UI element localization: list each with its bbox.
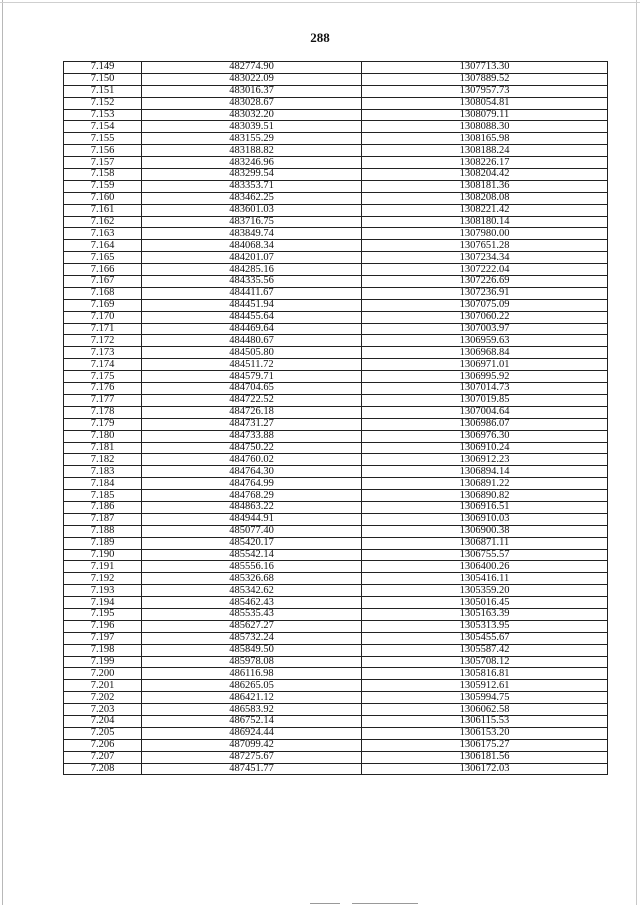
y-coordinate-cell: 1305587.42 (362, 644, 608, 656)
x-coordinate-cell: 486116.98 (142, 668, 362, 680)
y-coordinate-cell: 1307651.28 (362, 240, 608, 252)
point-number-cell: 7.165 (64, 252, 142, 264)
x-coordinate-cell: 483299.54 (142, 169, 362, 181)
x-coordinate-cell: 483016.37 (142, 85, 362, 97)
table-row (64, 240, 608, 252)
point-number-cell: 7.206 (64, 739, 142, 751)
y-coordinate-cell: 1305163.39 (362, 608, 608, 620)
y-coordinate-cell: 1307060.22 (362, 311, 608, 323)
point-number-cell: 7.150 (64, 73, 142, 85)
coordinates-table-body (64, 62, 608, 775)
x-coordinate-cell: 485627.27 (142, 620, 362, 632)
y-coordinate-cell: 1306959.63 (362, 335, 608, 347)
point-number-cell: 7.185 (64, 490, 142, 502)
table-row (64, 620, 608, 632)
point-number-cell: 7.183 (64, 466, 142, 478)
y-coordinate-cell: 1306995.92 (362, 371, 608, 383)
point-number-cell: 7.188 (64, 525, 142, 537)
y-coordinate-cell: 1305455.67 (362, 632, 608, 644)
x-coordinate-cell: 484704.65 (142, 383, 362, 395)
table-row (64, 359, 608, 371)
point-number-cell: 7.174 (64, 359, 142, 371)
x-coordinate-cell: 483601.03 (142, 204, 362, 216)
table-row (64, 537, 608, 549)
y-coordinate-cell: 1306986.07 (362, 418, 608, 430)
point-number-cell: 7.208 (64, 763, 142, 775)
y-coordinate-cell: 1308208.08 (362, 192, 608, 204)
table-row (64, 62, 608, 74)
scan-edge-left (2, 0, 3, 905)
table-row (64, 430, 608, 442)
table-row (64, 692, 608, 704)
x-coordinate-cell: 484722.52 (142, 394, 362, 406)
y-coordinate-cell: 1306871.11 (362, 537, 608, 549)
table-row (64, 169, 608, 181)
x-coordinate-cell: 485342.62 (142, 585, 362, 597)
table-row (64, 715, 608, 727)
x-coordinate-cell: 484511.72 (142, 359, 362, 371)
x-coordinate-cell: 483462.25 (142, 192, 362, 204)
table-row (64, 490, 608, 502)
point-number-cell: 7.179 (64, 418, 142, 430)
table-row (64, 323, 608, 335)
point-number-cell: 7.203 (64, 704, 142, 716)
x-coordinate-cell: 483022.09 (142, 73, 362, 85)
point-number-cell: 7.168 (64, 287, 142, 299)
table-row (64, 394, 608, 406)
x-coordinate-cell: 484731.27 (142, 418, 362, 430)
x-coordinate-cell: 483155.29 (142, 133, 362, 145)
y-coordinate-cell: 1306115.53 (362, 715, 608, 727)
x-coordinate-cell: 487099.42 (142, 739, 362, 751)
point-number-cell: 7.199 (64, 656, 142, 668)
point-number-cell: 7.176 (64, 383, 142, 395)
y-coordinate-cell: 1307957.73 (362, 85, 608, 97)
table-row (64, 264, 608, 276)
point-number-cell: 7.154 (64, 121, 142, 133)
table-row (64, 180, 608, 192)
point-number-cell: 7.170 (64, 311, 142, 323)
y-coordinate-cell: 1306181.56 (362, 751, 608, 763)
y-coordinate-cell: 1308181.36 (362, 180, 608, 192)
scan-edge-top (0, 2, 640, 3)
y-coordinate-cell: 1307003.97 (362, 323, 608, 335)
x-coordinate-cell: 483716.75 (142, 216, 362, 228)
y-coordinate-cell: 1305359.20 (362, 585, 608, 597)
x-coordinate-cell: 485420.17 (142, 537, 362, 549)
y-coordinate-cell: 1306891.22 (362, 478, 608, 490)
point-number-cell: 7.167 (64, 276, 142, 288)
point-number-cell: 7.200 (64, 668, 142, 680)
scan-artifact-mark (352, 903, 418, 904)
point-number-cell: 7.164 (64, 240, 142, 252)
table-row (64, 644, 608, 656)
point-number-cell: 7.180 (64, 430, 142, 442)
y-coordinate-cell: 1306894.14 (362, 466, 608, 478)
point-number-cell: 7.171 (64, 323, 142, 335)
y-coordinate-cell: 1307236.91 (362, 287, 608, 299)
y-coordinate-cell: 1305816.81 (362, 668, 608, 680)
x-coordinate-cell: 483188.82 (142, 145, 362, 157)
y-coordinate-cell: 1306890.82 (362, 490, 608, 502)
y-coordinate-cell: 1307889.52 (362, 73, 608, 85)
y-coordinate-cell: 1306912.23 (362, 454, 608, 466)
table-row (64, 525, 608, 537)
y-coordinate-cell: 1307004.64 (362, 406, 608, 418)
x-coordinate-cell: 484768.29 (142, 490, 362, 502)
scan-edge-right (636, 0, 637, 905)
table-row (64, 608, 608, 620)
point-number-cell: 7.149 (64, 62, 142, 74)
table-row (64, 109, 608, 121)
point-number-cell: 7.157 (64, 157, 142, 169)
x-coordinate-cell: 487451.77 (142, 763, 362, 775)
table-row (64, 561, 608, 573)
x-coordinate-cell: 484733.88 (142, 430, 362, 442)
y-coordinate-cell: 1306976.30 (362, 430, 608, 442)
scan-artifact-mark (310, 903, 340, 904)
point-number-cell: 7.175 (64, 371, 142, 383)
x-coordinate-cell: 484579.71 (142, 371, 362, 383)
x-coordinate-cell: 486924.44 (142, 727, 362, 739)
y-coordinate-cell: 1308180.14 (362, 216, 608, 228)
point-number-cell: 7.155 (64, 133, 142, 145)
table-row (64, 406, 608, 418)
y-coordinate-cell: 1306400.26 (362, 561, 608, 573)
point-number-cell: 7.161 (64, 204, 142, 216)
y-coordinate-cell: 1307980.00 (362, 228, 608, 240)
point-number-cell: 7.194 (64, 597, 142, 609)
y-coordinate-cell: 1306971.01 (362, 359, 608, 371)
point-number-cell: 7.193 (64, 585, 142, 597)
y-coordinate-cell: 1307226.69 (362, 276, 608, 288)
point-number-cell: 7.198 (64, 644, 142, 656)
point-number-cell: 7.201 (64, 680, 142, 692)
x-coordinate-cell: 484451.94 (142, 299, 362, 311)
point-number-cell: 7.195 (64, 608, 142, 620)
point-number-cell: 7.162 (64, 216, 142, 228)
table-row (64, 513, 608, 525)
point-number-cell: 7.169 (64, 299, 142, 311)
y-coordinate-cell: 1306062.58 (362, 704, 608, 716)
table-row (64, 501, 608, 513)
point-number-cell: 7.202 (64, 692, 142, 704)
table-row (64, 585, 608, 597)
point-number-cell: 7.177 (64, 394, 142, 406)
point-number-cell: 7.181 (64, 442, 142, 454)
table-row (64, 549, 608, 561)
y-coordinate-cell: 1306916.51 (362, 501, 608, 513)
x-coordinate-cell: 485978.08 (142, 656, 362, 668)
y-coordinate-cell: 1305708.12 (362, 656, 608, 668)
point-number-cell: 7.207 (64, 751, 142, 763)
y-coordinate-cell: 1305016.45 (362, 597, 608, 609)
table-row (64, 704, 608, 716)
table-row (64, 383, 608, 395)
point-number-cell: 7.186 (64, 501, 142, 513)
x-coordinate-cell: 485556.16 (142, 561, 362, 573)
x-coordinate-cell: 484455.64 (142, 311, 362, 323)
x-coordinate-cell: 484750.22 (142, 442, 362, 454)
point-number-cell: 7.166 (64, 264, 142, 276)
point-number-cell: 7.158 (64, 169, 142, 181)
point-number-cell: 7.189 (64, 537, 142, 549)
point-number-cell: 7.192 (64, 573, 142, 585)
table-row (64, 632, 608, 644)
y-coordinate-cell: 1308054.81 (362, 97, 608, 109)
table-row (64, 192, 608, 204)
table-row (64, 751, 608, 763)
y-coordinate-cell: 1306755.57 (362, 549, 608, 561)
x-coordinate-cell: 484726.18 (142, 406, 362, 418)
point-number-cell: 7.184 (64, 478, 142, 490)
table-row (64, 668, 608, 680)
x-coordinate-cell: 483039.51 (142, 121, 362, 133)
y-coordinate-cell: 1305994.75 (362, 692, 608, 704)
y-coordinate-cell: 1305416.11 (362, 573, 608, 585)
point-number-cell: 7.197 (64, 632, 142, 644)
y-coordinate-cell: 1307075.09 (362, 299, 608, 311)
table-row (64, 204, 608, 216)
table-row (64, 157, 608, 169)
x-coordinate-cell: 484764.30 (142, 466, 362, 478)
x-coordinate-cell: 485462.43 (142, 597, 362, 609)
y-coordinate-cell: 1308188.24 (362, 145, 608, 157)
table-row (64, 454, 608, 466)
point-number-cell: 7.159 (64, 180, 142, 192)
x-coordinate-cell: 482774.90 (142, 62, 362, 74)
x-coordinate-cell: 484505.80 (142, 347, 362, 359)
table-row (64, 573, 608, 585)
point-number-cell: 7.196 (64, 620, 142, 632)
table-row (64, 597, 608, 609)
x-coordinate-cell: 485542.14 (142, 549, 362, 561)
x-coordinate-cell: 484285.16 (142, 264, 362, 276)
table-row (64, 335, 608, 347)
table-row (64, 727, 608, 739)
table-row (64, 216, 608, 228)
point-number-cell: 7.178 (64, 406, 142, 418)
point-number-cell: 7.160 (64, 192, 142, 204)
point-number-cell: 7.153 (64, 109, 142, 121)
x-coordinate-cell: 484863.22 (142, 501, 362, 513)
table-row (64, 121, 608, 133)
x-coordinate-cell: 483849.74 (142, 228, 362, 240)
y-coordinate-cell: 1307222.04 (362, 264, 608, 276)
y-coordinate-cell: 1306910.03 (362, 513, 608, 525)
x-coordinate-cell: 484201.07 (142, 252, 362, 264)
point-number-cell: 7.191 (64, 561, 142, 573)
x-coordinate-cell: 484760.02 (142, 454, 362, 466)
y-coordinate-cell: 1306153.20 (362, 727, 608, 739)
point-number-cell: 7.156 (64, 145, 142, 157)
y-coordinate-cell: 1306968.84 (362, 347, 608, 359)
x-coordinate-cell: 483353.71 (142, 180, 362, 192)
y-coordinate-cell: 1308226.17 (362, 157, 608, 169)
table-row (64, 276, 608, 288)
table-row (64, 371, 608, 383)
table-row (64, 311, 608, 323)
y-coordinate-cell: 1308204.42 (362, 169, 608, 181)
y-coordinate-cell: 1308221.42 (362, 204, 608, 216)
point-number-cell: 7.163 (64, 228, 142, 240)
table-row (64, 347, 608, 359)
x-coordinate-cell: 484469.64 (142, 323, 362, 335)
x-coordinate-cell: 485732.24 (142, 632, 362, 644)
table-row (64, 466, 608, 478)
x-coordinate-cell: 484411.67 (142, 287, 362, 299)
x-coordinate-cell: 486752.14 (142, 715, 362, 727)
point-number-cell: 7.182 (64, 454, 142, 466)
table-row (64, 145, 608, 157)
table-row (64, 252, 608, 264)
x-coordinate-cell: 485535.43 (142, 608, 362, 620)
x-coordinate-cell: 486265.05 (142, 680, 362, 692)
point-number-cell: 7.204 (64, 715, 142, 727)
x-coordinate-cell: 487275.67 (142, 751, 362, 763)
x-coordinate-cell: 485077.40 (142, 525, 362, 537)
y-coordinate-cell: 1305912.61 (362, 680, 608, 692)
table-row (64, 680, 608, 692)
x-coordinate-cell: 486583.92 (142, 704, 362, 716)
point-number-cell: 7.190 (64, 549, 142, 561)
point-number-cell: 7.151 (64, 85, 142, 97)
y-coordinate-cell: 1307713.30 (362, 62, 608, 74)
point-number-cell: 7.152 (64, 97, 142, 109)
y-coordinate-cell: 1308079.11 (362, 109, 608, 121)
x-coordinate-cell: 484335.56 (142, 276, 362, 288)
x-coordinate-cell: 485849.50 (142, 644, 362, 656)
table-row (64, 97, 608, 109)
coordinates-table (63, 61, 608, 775)
table-row (64, 73, 608, 85)
x-coordinate-cell: 484764.99 (142, 478, 362, 490)
page-number: 288 (310, 30, 330, 45)
table-row (64, 656, 608, 668)
x-coordinate-cell: 486421.12 (142, 692, 362, 704)
y-coordinate-cell: 1306175.27 (362, 739, 608, 751)
y-coordinate-cell: 1307014.73 (362, 383, 608, 395)
y-coordinate-cell: 1305313.95 (362, 620, 608, 632)
x-coordinate-cell: 483246.96 (142, 157, 362, 169)
y-coordinate-cell: 1307019.85 (362, 394, 608, 406)
point-number-cell: 7.172 (64, 335, 142, 347)
table-row (64, 418, 608, 430)
table-row (64, 133, 608, 145)
point-number-cell: 7.187 (64, 513, 142, 525)
x-coordinate-cell: 485326.68 (142, 573, 362, 585)
y-coordinate-cell: 1306172.03 (362, 763, 608, 775)
table-row (64, 85, 608, 97)
table-row (64, 287, 608, 299)
y-coordinate-cell: 1307234.34 (362, 252, 608, 264)
y-coordinate-cell: 1308088.30 (362, 121, 608, 133)
x-coordinate-cell: 483032.20 (142, 109, 362, 121)
table-row (64, 478, 608, 490)
y-coordinate-cell: 1306910.24 (362, 442, 608, 454)
y-coordinate-cell: 1308165.98 (362, 133, 608, 145)
table-row (64, 763, 608, 775)
x-coordinate-cell: 484068.34 (142, 240, 362, 252)
table-row (64, 299, 608, 311)
table-row (64, 442, 608, 454)
point-number-cell: 7.173 (64, 347, 142, 359)
table-row (64, 739, 608, 751)
table-row (64, 228, 608, 240)
y-coordinate-cell: 1306900.38 (362, 525, 608, 537)
x-coordinate-cell: 483028.67 (142, 97, 362, 109)
x-coordinate-cell: 484480.67 (142, 335, 362, 347)
point-number-cell: 7.205 (64, 727, 142, 739)
x-coordinate-cell: 484944.91 (142, 513, 362, 525)
